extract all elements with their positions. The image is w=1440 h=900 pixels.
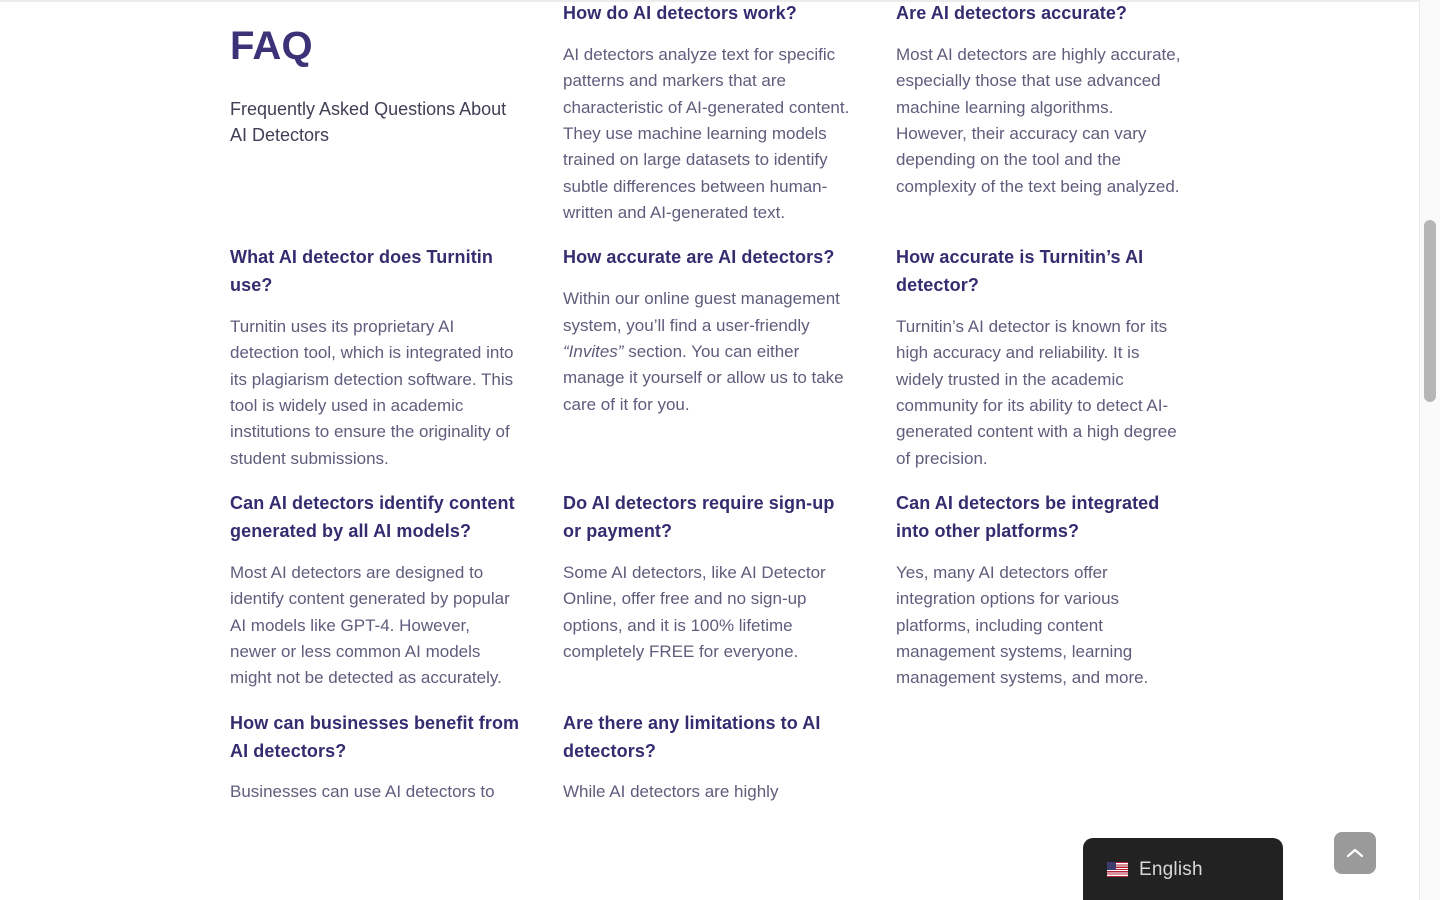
faq-question: How do AI detectors work? (563, 3, 797, 23)
scrollbar-thumb[interactable] (1424, 220, 1436, 402)
faq-answer-emphasis: “Invites” (563, 341, 624, 361)
faq-item (563, 244, 896, 490)
faq-item (896, 490, 1229, 710)
faq-item (230, 244, 563, 490)
faq-answer: Some AI detectors, like AI Detector Online, offer free and no sign-up options, and it is 100% lifetime completely FREE for everyone. (563, 562, 826, 661)
faq-question: How accurate is Turnitin’s AI detector? (896, 247, 1144, 296)
faq-answer (563, 286, 853, 418)
faq-item (230, 710, 563, 824)
language-switcher-label: English (1139, 858, 1203, 880)
language-switcher[interactable] (1083, 838, 1283, 900)
scroll-to-top-button[interactable] (1334, 832, 1376, 874)
faq-question: How accurate are AI detectors? (563, 247, 835, 268)
faq-item (896, 244, 1229, 490)
us-flag-icon (1107, 862, 1128, 877)
faq-item (563, 490, 896, 710)
faq-answer: Most AI detectors are designed to identify content generated by popular AI models like GPT-4. However, newer or less common AI models might not be detected as accurately. (230, 562, 510, 688)
faq-item-empty (896, 710, 1229, 824)
faq-answer: Yes, many AI detectors offer integration options for various platforms, including content management systems, learning management systems, and more. (896, 562, 1149, 688)
faq-question: Can AI detectors be integrated into other platforms? (896, 493, 1160, 542)
faq-answer: Turnitin uses its proprietary AI detection tool, which is integrated into its plagiarism detection software. This tool is widely used in academic institutions to ensure the originality of student submissions. (230, 317, 514, 468)
faq-item (230, 490, 563, 710)
faq-answer: AI detectors analyze text for specific patterns and markers that are characteristic of AI-generated content. They use machine learning models trained on large datasets to identify subtle differences between human-written and AI-generated text. (563, 44, 850, 222)
faq-item (896, 0, 1229, 244)
vertical-scrollbar[interactable] (1419, 0, 1440, 900)
faq-question: How can businesses benefit from AI detectors? (230, 712, 520, 761)
faq-intro (230, 0, 563, 244)
faq-answer: Businesses can use AI detectors to (230, 782, 495, 802)
faq-item (563, 0, 896, 244)
faq-question: Do AI detectors require sign-up or payment? (563, 493, 835, 542)
page-subtitle: Frequently Asked Questions About AI Detectors (230, 99, 507, 146)
faq-question: Are there any limitations to AI detectors? (563, 712, 821, 761)
faq-answer: While AI detectors are highly (563, 782, 779, 802)
faq-answer: Turnitin’s AI detector is known for its high accuracy and reliability. It is widely trusted in the academic community for its ability to detect AI-generated content with a high degree of precision. (896, 317, 1177, 468)
faq-question: What AI detector does Turnitin use? (230, 247, 493, 296)
faq-answer-part: section. You can either manage it yourself or allow us to take care of it for you. (563, 341, 844, 414)
faq-question: Are AI detectors accurate? (896, 3, 1128, 23)
faq-answer: Most AI detectors are highly accurate, especially those that use advanced machine learning algorithms. However, their accuracy can vary depending on the tool and the complexity of the text being analyzed. (896, 44, 1181, 196)
chevron-up-icon (1346, 847, 1364, 859)
faq-question: Can AI detectors identify content generated by all AI models? (230, 493, 515, 542)
faq-grid (230, 0, 1230, 824)
faq-answer-part: Within our online guest management system, you’ll find a user-friendly (563, 289, 840, 335)
page-title: FAQ (230, 24, 313, 68)
faq-item (563, 710, 896, 824)
